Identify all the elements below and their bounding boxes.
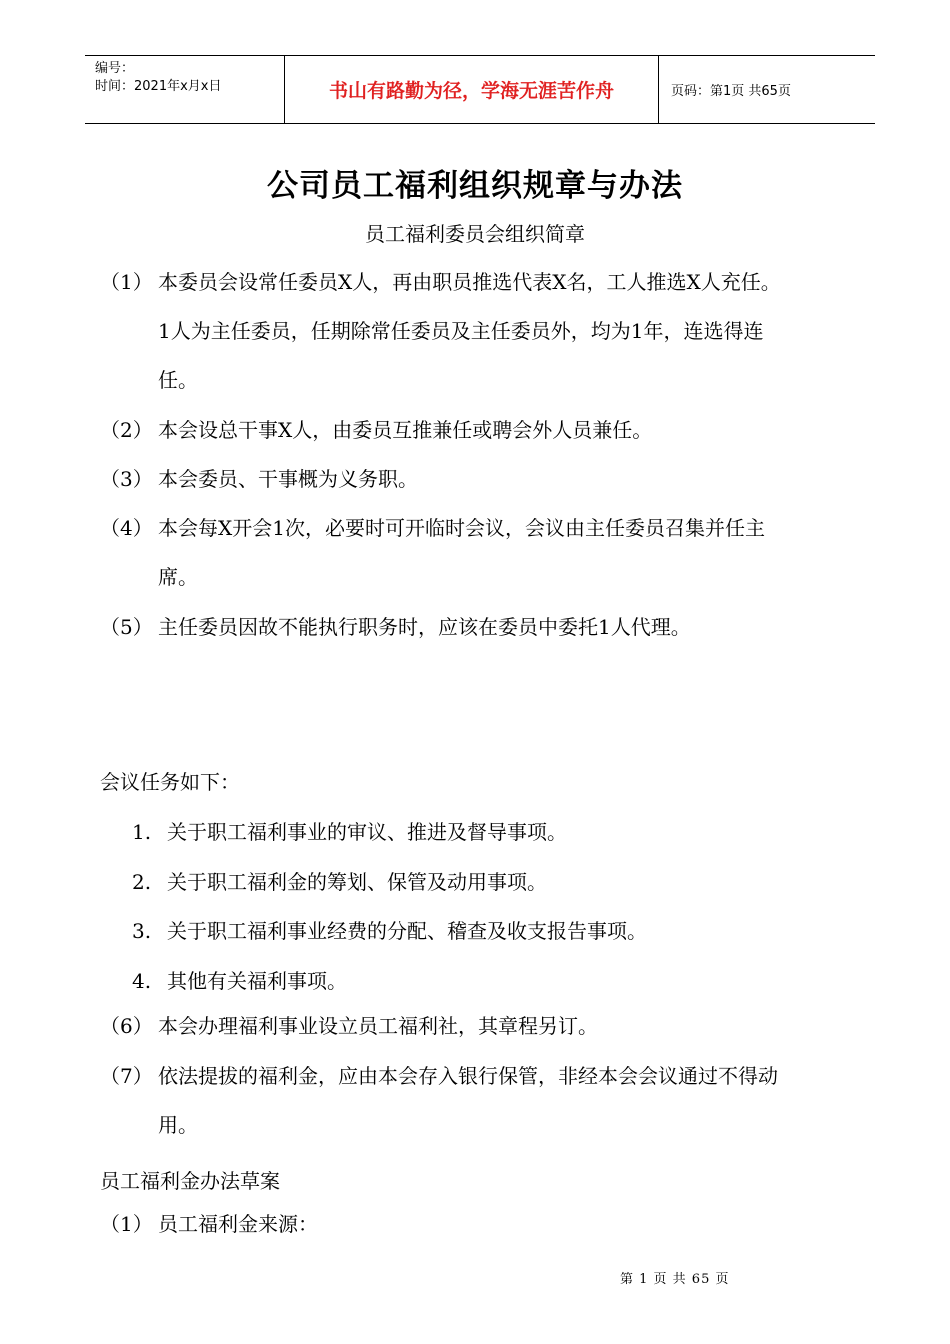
item-5 (100, 603, 880, 652)
task-item (132, 965, 347, 994)
fund-heading: 员工福利金办法草案 (100, 1169, 280, 1193)
item-number: （3） (100, 467, 153, 491)
item-text: 本会设总干事X人，由委员互推兼任或聘会外人员兼任。 (158, 418, 653, 442)
item-number: （7） (100, 1064, 153, 1088)
item-number: （1） (100, 270, 153, 294)
time-label: 时间：2021年x月x日 (95, 79, 222, 94)
item-text: 本委员会设常任委员X人，再由职员推选代表X名，工人推选X人充任。 (158, 270, 781, 294)
header-motto: 书山有路勤为径，学海无涯苦作舟 (285, 56, 659, 123)
item-text: 本会办理福利事业设立员工福利社，其章程另订。 (158, 1014, 598, 1038)
item-4 (100, 504, 880, 602)
item-number: （2） (100, 418, 153, 442)
item-number: （6） (100, 1014, 153, 1038)
item-text: 主任委员因故不能执行职务时，应该在委员中委托1人代理。 (158, 615, 691, 639)
item-6 (100, 1002, 880, 1051)
item-7 (100, 1052, 880, 1150)
task-number: 3. (132, 919, 152, 943)
task-number: 4. (132, 969, 152, 993)
item-text-cont: 用。 (158, 1113, 198, 1137)
task-text: 关于职工福利事业经费的分配、稽查及收支报告事项。 (167, 919, 647, 943)
item-text: 员工福利金来源： (158, 1212, 318, 1236)
item-number: （4） (100, 516, 153, 540)
page-header (85, 55, 875, 124)
item-text: 本会委员、干事概为义务职。 (158, 467, 418, 491)
document-title: 公司员工福利组织规章与办法 (267, 168, 683, 204)
item-number: （5） (100, 615, 153, 639)
item-text-cont: 席。 (158, 565, 198, 589)
task-text: 关于职工福利事业的审议、推进及督导事项。 (167, 820, 567, 844)
task-item (132, 866, 547, 895)
item-3 (100, 455, 880, 504)
document-subtitle: 员工福利委员会组织简章 (365, 222, 585, 246)
meeting-heading: 会议任务如下： (100, 770, 240, 794)
item-text-cont: 1人为主任委员，任期除常任委员及主任委员外，均为1年，连选得连 (158, 319, 764, 343)
item-text-cont: 任。 (158, 368, 198, 392)
task-number: 1. (132, 820, 152, 844)
number-label: 编号： (95, 61, 135, 76)
item-text: 依法提拔的福利金，应由本会存入银行保管，非经本会会议通过不得动 (158, 1064, 778, 1088)
fund-item-1 (100, 1200, 880, 1249)
task-text: 关于职工福利金的筹划、保管及动用事项。 (167, 870, 547, 894)
task-number: 2. (132, 870, 152, 894)
item-1 (100, 258, 880, 405)
header-page-info: 页码：第1页 共65页 (671, 84, 791, 99)
task-item (132, 915, 647, 944)
item-number: （1） (100, 1212, 153, 1236)
item-text: 本会每X开会1次，必要时可开临时会议，会议由主任委员召集并任主 (158, 516, 765, 540)
footer-page-number: 第 1 页 共 65 页 (620, 1272, 730, 1287)
task-item (132, 816, 567, 845)
item-2 (100, 406, 880, 455)
task-text: 其他有关福利事项。 (167, 969, 347, 993)
header-meta (85, 56, 285, 123)
